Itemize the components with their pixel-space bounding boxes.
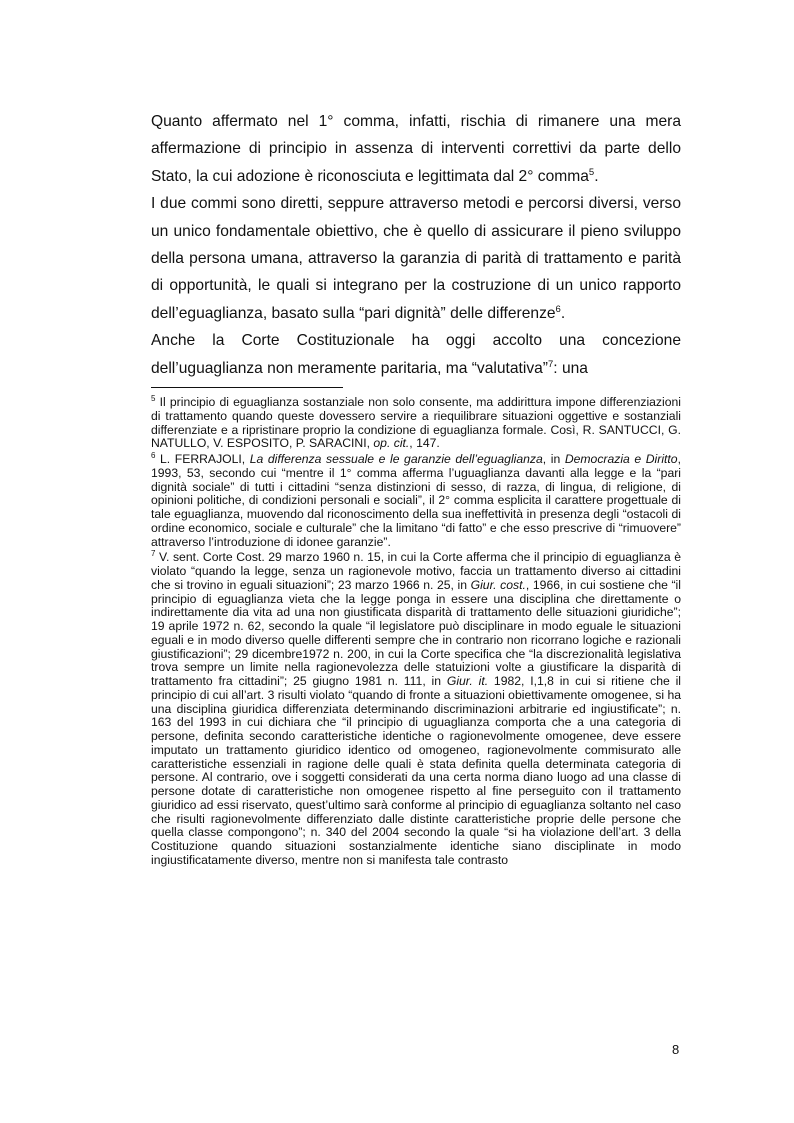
footnote-text: , 147. xyxy=(409,436,440,451)
paragraph-1-text: Quanto affermato nel 1° comma, infatti, rischia di rimanere una mera affermazione di principio in assenza di interventi correttivi da parte dello Stato, la cui adozione è riconosciuta e legittimata dal 2° comma xyxy=(151,113,681,185)
footnote-number: 5 xyxy=(151,394,156,403)
footnote-text: V. sent. Corte Cost. 29 marzo 1960 n. 15, in cui la Corte afferma che il principio di eguaglianza è violato “quando la legge, senza un ragionevole motivo, faccia un trattamento diverso ai cittadini che si trovino in eguali situazioni”; 23 marzo 1966 n. 25, in xyxy=(151,550,681,592)
paragraph-2 xyxy=(151,190,681,327)
document-page xyxy=(151,108,681,870)
paragraph-1-end: . xyxy=(594,167,599,185)
footnote-italic: Giur. cost. xyxy=(470,577,526,592)
footnote-text: , 1993, 53, secondo cui “mentre il 1° comma afferma l’uguaglianza davanti alla legge e la “pari dignità sociale” di tutti i cittadini “senza distinzioni di sesso, di razza, di lingua, di religione, di opinioni politiche, di condizioni personali e sociali”, il 2° comma esplicita il carattere progettuale di tale eguaglianza, muovendo dal riconoscimento della sua ineffettività in presenza degli “ostacoli di ordine economico, sociale e culturale” che la limitano “di fatto” e che esso prescrive di “rimuovere” attraverso l’introduzione di idonee garanzie”. xyxy=(151,452,681,549)
paragraph-3 xyxy=(151,327,681,382)
footnote-5 xyxy=(151,396,681,451)
footnote-italic: Democrazia e Diritto xyxy=(564,452,678,467)
paragraph-2-end: . xyxy=(560,304,566,322)
footnote-6 xyxy=(151,453,681,549)
footnote-ref-5[interactable]: 5 xyxy=(588,166,595,178)
paragraph-2-text: I due commi sono diretti, seppure attraverso metodi e percorsi diversi, verso un unico fondamentale obiettivo, che è quello di assicurare il pieno sviluppo della persona umana, attraverso la garanzia di parità di trattamento e parità di opportunità, le quali si integrano per la costruzione di un unico rapporto dell’eguaglianza, basato sulla “pari dignità” delle differenze xyxy=(151,195,681,322)
footnote-7 xyxy=(151,551,681,867)
footnote-text: L. FERRAJOLI, xyxy=(155,452,250,467)
page-number: 8 xyxy=(672,1042,680,1057)
footnote-italic: op. cit. xyxy=(373,436,410,451)
footnote-number: 7 xyxy=(151,549,156,559)
footnote-number: 6 xyxy=(151,451,156,460)
paragraph-3-end: : una xyxy=(553,359,588,377)
paragraph-3-text: Anche la Corte Costituzionale ha oggi accolto una concezione dell’uguaglianza non meramente paritaria, ma “valutativa” xyxy=(151,332,681,377)
footnote-text: Il principio di eguaglianza sostanziale non solo consente, ma addirittura impone differenziazioni di trattamento quando queste dovessero servire a riequilibrare situazioni oggettive e sostanziali differenziate e a ripristinare proprio la condizione di eguaglianza formale. Così, R. SANTUCCI, G. NATULLO, V. ESPOSITO, P. SARACINI, xyxy=(151,395,681,451)
footnotes xyxy=(151,396,681,868)
footnote-separator xyxy=(151,387,343,388)
footnote-text: , 1966, in cui sostiene che “il principio di eguaglianza vieta che la legge ponga in essere una disciplina che direttamente o indirettamente dia vita ad una non giustificata disparità di trattamento delle situazioni giuridiche”; 19 aprile 1972 n. 62, secondo la quale “il legislatore può disciplinare in modo eguale le situazioni eguali e in modo diverso quelle differenti sempre che in contrario non ricorrano logiche e razionali giustificazioni”; 29 dicembre1972 n. 200, in cui la Corte specifica che “la discrezionalità legislativa trova sempre un limite nella ragionevolezza delle statuizioni volte a giustificare la disparità di trattamento fra cittadini”; 25 giugno 1981 n. 111, in xyxy=(151,577,681,689)
footnote-italic: Giur. it. xyxy=(446,674,489,689)
footnote-text: , in xyxy=(542,452,565,467)
footnote-ref-6[interactable]: 6 xyxy=(555,303,561,315)
footnote-ref-7[interactable]: 7 xyxy=(548,358,554,370)
footnote-text: 1982, I,1,8 in cui si ritiene che il principio di cui all’art. 3 risulti violato “quando di fronte a situazioni obiettivamente omogenee, si ha una disciplina giuridica differenziata determinando discriminazioni arbitrarie ed ingiustificate”; n. 163 del 1993 in cui dichiara che “il principio di uguaglianza comporta che a una categoria di persone, definita secondo caratteristiche identiche o ragionevolmente omogenee, deve essere imputato un trattamento giuridico identico od omogeneo, ragionevolmente commisurato alle caratteristiche essenziali in ragione delle quali è stata definita quella determinata categoria di persone. Al contrario, ove i soggetti considerati da una certa norma diano luogo ad una classe di persone dotate di caratteristiche non omogenee rispetto al fine perseguito con il trattamento giuridico ad essi riservato, quest’ultimo sarà conforme al principio di eguaglianza soltanto nel caso che risulti ragionevolmente differenziato dalle distinte caratteristiche proprie delle persone che quella classe compongono”; n. 340 del 2004 secondo la quale “si ha violazione dell’art. 3 della Costituzione quando situazioni sostanzialmente identiche siano disciplinate in modo ingiustificatamente diverso, mentre non si manifesta tale contrasto xyxy=(151,674,682,867)
footnote-italic: La differenza sessuale e le garanzie dell’eguaglianza xyxy=(249,452,543,467)
paragraph-1 xyxy=(151,108,681,190)
